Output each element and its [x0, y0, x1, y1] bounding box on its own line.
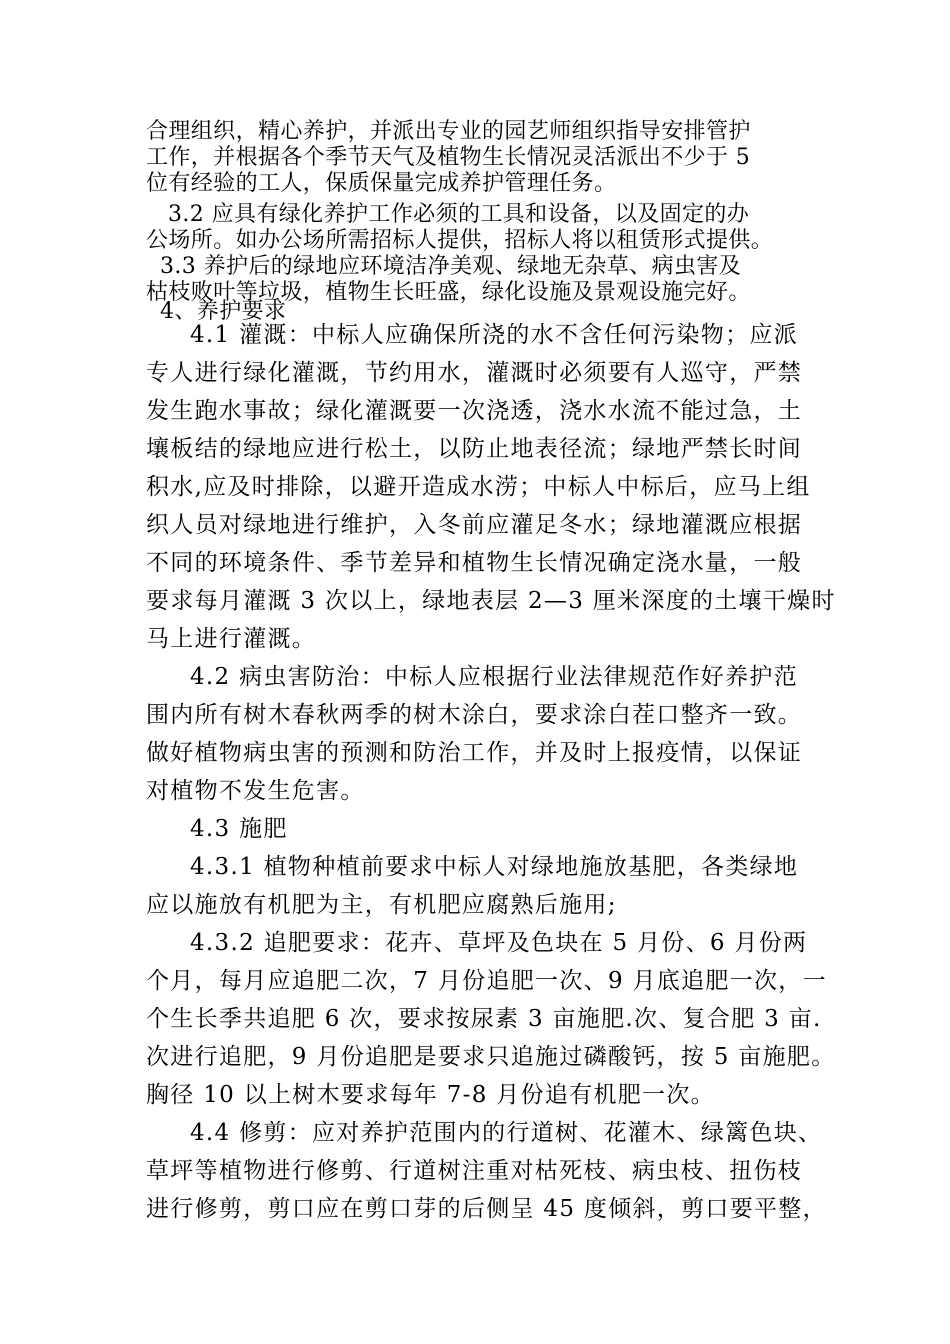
text-line: 织人员对绿地进行维护，入冬前应灌足冬水；绿地灌溉应根据: [146, 512, 803, 538]
text-line: 应以施放有机肥为主，有机肥应腐熟后施用;: [146, 892, 617, 918]
text-line: 要求每月灌溉 3 次以上，绿地表层 2—3 厘米深度的土壤干燥时: [146, 588, 836, 614]
text-line: 积水,应及时排除，以避开造成水涝；中标人中标后，应马上组: [146, 474, 811, 500]
section-heading: 4、养护要求: [160, 299, 287, 324]
text-line: 4.3.2 追肥要求：花卉、草坪及色块在 5 月份、6 月份两: [190, 930, 808, 956]
text-line: 4.2 病虫害防治：中标人应根据行业法律规范作好养护范: [190, 664, 798, 690]
text-line: 个月，每月应追肥二次，7 月份追肥一次、9 月底追肥一次，一: [146, 968, 827, 994]
text-line: 个生长季共追肥 6 次，要求按尿素 3 亩施肥.次、复合肥 3 亩.: [146, 1006, 822, 1032]
text-line: 3.2 应具有绿化养护工作必须的工具和设备，以及固定的办: [168, 202, 750, 227]
text-line: 枯枝败叶等垃圾，植物生长旺盛，绿化设施及景观设施完好。: [146, 280, 751, 305]
text-line: 对植物不发生危害。: [146, 778, 365, 804]
text-line: 发生跑水事故；绿化灌溉要一次浇透，浇水水流不能过急，土: [146, 398, 803, 424]
text-line: 公场所。如办公场所需招标人提供，招标人将以租赁形式提供。: [146, 228, 774, 253]
text-line: 不同的环境条件、季节差异和植物生长情况确定浇水量，一般: [146, 550, 803, 576]
text-line: 次进行追肥，9 月份追肥是要求只追施过磷酸钙，按 5 亩施肥。: [146, 1044, 836, 1070]
text-line: 4.1 灌溉：中标人应确保所浇的水不含任何污染物；应派: [190, 322, 798, 348]
text-line: 壤板结的绿地应进行松土，以防止地表径流；绿地严禁长时间: [146, 436, 803, 462]
text-line: 做好植物病虫害的预测和防治工作，并及时上报疫情，以保证: [146, 740, 803, 766]
text-line: 胸径 10 以上树木要求每年 7-8 月份追有机肥一次。: [146, 1082, 715, 1108]
text-line: 4.4 修剪：应对养护范围内的行道树、花灌木、绿篱色块、: [190, 1120, 823, 1146]
text-line: 4.3.1 植物种植前要求中标人对绿地施放基肥，各类绿地: [190, 854, 799, 880]
text-line: 进行修剪，剪口应在剪口芽的后侧呈 45 度倾斜，剪口要平整，: [146, 1196, 827, 1222]
text-line: 围内所有树木春秋两季的树木涂白，要求涂白茬口整齐一致。: [146, 702, 803, 728]
text-line: 工作，并根据各个季节天气及植物生长情况灵活派出不少于 5: [146, 145, 751, 170]
text-line: 合理组织，精心养护，并派出专业的园艺师组织指导安排管护: [146, 119, 751, 144]
text-line: 专人进行绿化灌溉，节约用水，灌溉时必须要有人巡守，严禁: [146, 360, 803, 386]
text-line: 草坪等植物进行修剪、行道树注重对枯死枝、病虫枝、扭伤枝: [146, 1158, 803, 1184]
subsection-heading: 4.3 施肥: [190, 816, 288, 842]
text-line: 3.3 养护后的绿地应环境洁净美观、绿地无杂草、病虫害及: [160, 254, 742, 279]
text-line: 马上进行灌溉。: [146, 626, 317, 652]
text-line: 位有经验的工人，保质保量完成养护管理任务。: [146, 171, 617, 196]
